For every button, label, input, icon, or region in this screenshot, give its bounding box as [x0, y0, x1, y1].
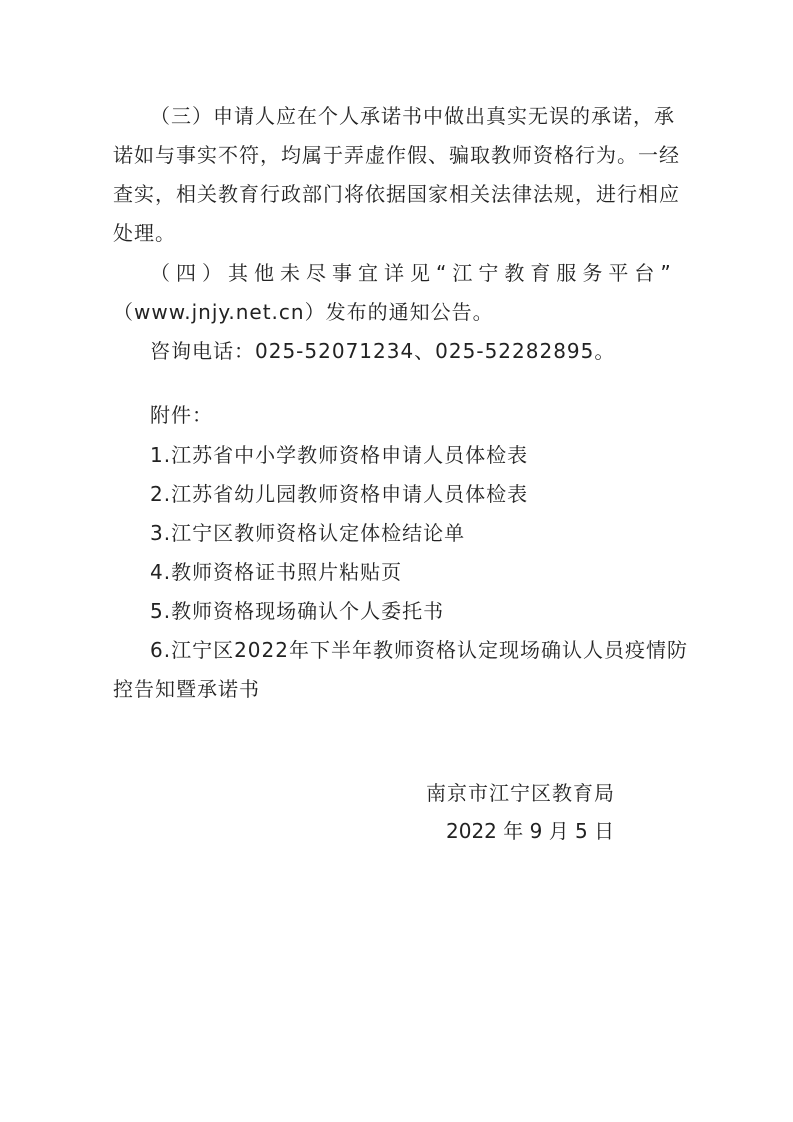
- signature-org: 南京市江宁区教育局: [426, 781, 615, 805]
- contact-phone: 咨询电话：025-52071234、025-52282895。: [150, 339, 616, 363]
- attachment-item-1: 1.江苏省中小学教师资格申请人员体检表: [150, 443, 529, 467]
- attachment-item-6-cont: 控告知暨承诺书: [113, 677, 260, 701]
- attachment-item-3: 3.江宁区教师资格认定体检结论单: [150, 521, 466, 545]
- para3-line3: 查实，相关教育行政部门将依据国家相关法律法规，进行相应: [113, 182, 680, 206]
- para3-line4: 处理。: [113, 221, 176, 245]
- signature-date: 2022 年 9 月 5 日: [446, 819, 615, 843]
- attachments-heading: 附件：: [150, 403, 213, 427]
- attachment-item-2: 2.江苏省幼儿园教师资格申请人员体检表: [150, 482, 529, 506]
- para3-line1: （三）申请人应在个人承诺书中做出真实无误的承诺，承: [150, 104, 675, 128]
- para4-line2: （www.jnjy.net.cn）发布的通知公告。: [113, 300, 494, 324]
- attachment-item-5: 5.教师资格现场确认个人委托书: [150, 599, 445, 623]
- para3-line2: 诺如与事实不符，均属于弄虚作假、骗取教师资格行为。一经: [113, 143, 680, 167]
- attachment-item-4: 4.教师资格证书照片粘贴页: [150, 560, 403, 584]
- attachment-item-6: 6.江宁区2022年下半年教师资格认定现场确认人员疫情防: [150, 638, 688, 662]
- para4-line1: （四）其他未尽事宜详见“江宁教育服务平台”: [150, 261, 677, 285]
